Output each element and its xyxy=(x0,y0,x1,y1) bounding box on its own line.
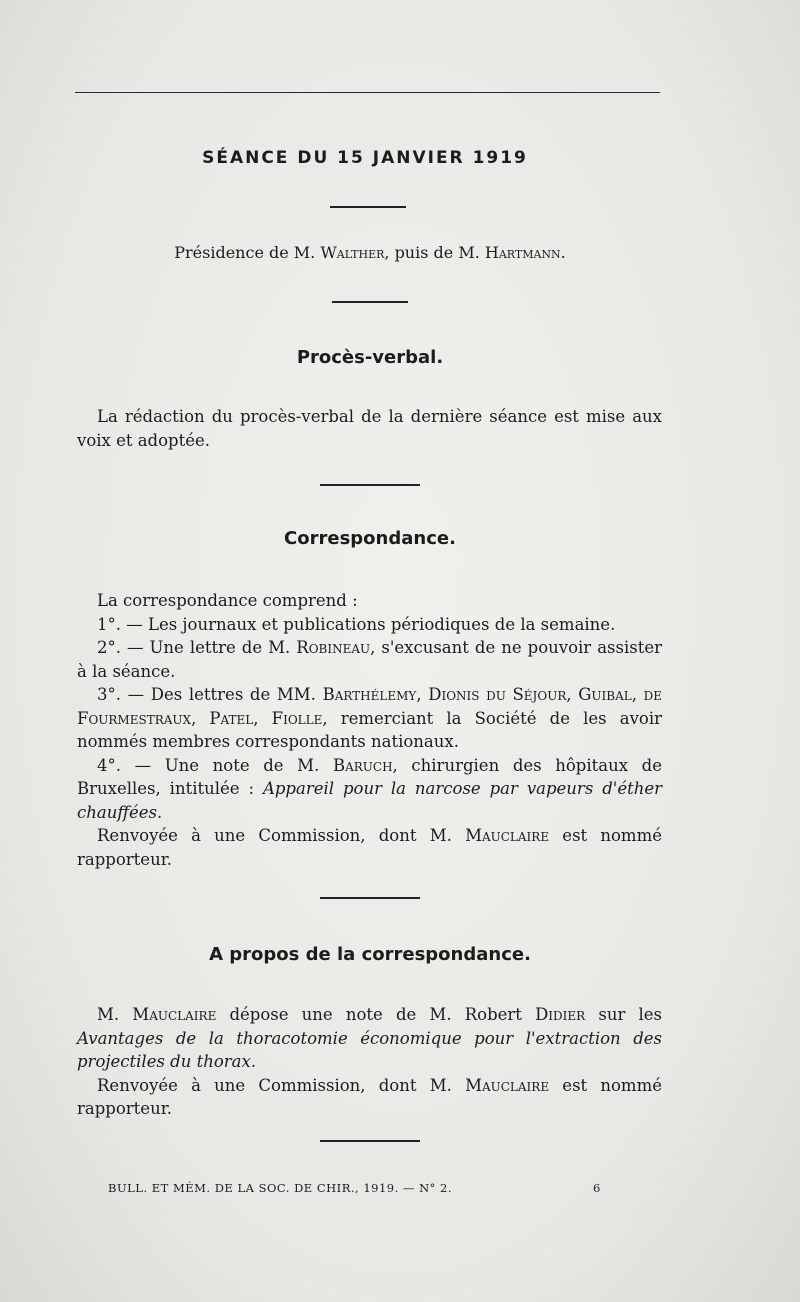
item-suffix: , s'excusant de ne pouvoir assister à la séance. xyxy=(77,638,662,681)
item-prefix: 4°. — Une note de M. xyxy=(97,755,333,775)
footer-citation: BULL. ET MÉM. DE LA SOC. DE CHIR., 1919. — N° 2. xyxy=(108,1181,453,1195)
section-heading-correspondance: Correspondance. xyxy=(284,528,456,549)
paragraph: La rédaction du procès-verbal de la dernière séance est mise aux voix et adoptée. xyxy=(77,407,662,450)
person-name: Mauclaire xyxy=(465,1075,550,1095)
correspondance-text xyxy=(77,589,662,871)
p-middle: sur les xyxy=(585,1005,662,1024)
item-suffix: , remerciant la Société de les avoir nommés membres correspondants nationaux. xyxy=(77,708,662,751)
footer xyxy=(108,1181,608,1195)
renvoi-prefix: Renvoyée à une Commission, dont M. xyxy=(97,826,466,845)
divider xyxy=(320,897,420,899)
top-rule xyxy=(75,92,660,93)
person-name: Didier xyxy=(535,1005,586,1024)
renvoi-suffix: est nommé rapporteur. xyxy=(77,1075,662,1118)
presidence-middle: , puis de M. xyxy=(384,243,485,262)
person-name: Mauclaire xyxy=(132,1005,217,1024)
divider xyxy=(332,301,408,303)
p-prefix: M. xyxy=(97,1005,133,1024)
paragraph xyxy=(77,1074,662,1121)
person-name: Baruch xyxy=(332,755,393,775)
list-item xyxy=(77,683,662,754)
renvoi-suffix: est nommé rapporteur. xyxy=(77,826,662,869)
person-name: Robineau xyxy=(296,638,371,657)
paragraph xyxy=(77,1003,662,1074)
item-prefix: 2°. — Une lettre de M. xyxy=(97,638,297,657)
divider xyxy=(330,206,406,208)
note-title: Avantages de la thoracotomie économique pour l'extraction des projectiles du thorax xyxy=(77,1028,662,1071)
presidence-prefix: Présidence de M. xyxy=(174,243,321,262)
presidence-line xyxy=(0,243,740,262)
page-number: 6 xyxy=(593,1181,601,1195)
item-prefix: 3°. — Des lettres de MM. xyxy=(97,685,323,704)
item-suffix: . xyxy=(157,802,163,822)
presidence-suffix: . xyxy=(560,243,566,262)
divider xyxy=(320,1140,420,1142)
section-heading-proces-verbal: Procès-verbal. xyxy=(296,347,444,368)
paragraph xyxy=(77,824,662,871)
person-names: Barthélemy, Dionis du Séjour, Guibal, de Fourmestraux, Patel, Fiolle xyxy=(77,685,662,728)
a-propos-text xyxy=(77,1003,662,1121)
list-item: 1°. — Les journaux et publications périodiques de la semaine. xyxy=(97,614,616,634)
section-heading-a-propos: A propos de la correspondance. xyxy=(209,944,531,965)
person-name: Mauclaire xyxy=(465,826,550,845)
list-item xyxy=(77,754,662,825)
list-item xyxy=(77,636,662,683)
president-name: Walther xyxy=(320,243,385,262)
divider xyxy=(320,484,420,486)
item-middle: , chirurgien des hôpitaux de Bruxelles, intitulée : xyxy=(77,755,662,798)
p-middle: dépose une note de M. Robert xyxy=(216,1005,536,1024)
seance-title: SÉANCE DU 15 JANVIER 1919 xyxy=(202,148,528,168)
proces-verbal-text xyxy=(77,405,662,452)
president-name: Hartmann xyxy=(484,243,561,262)
paragraph: La correspondance comprend : xyxy=(97,591,358,610)
renvoi-prefix: Renvoyée à une Commission, dont M. xyxy=(97,1075,466,1095)
p-suffix: . xyxy=(250,1052,257,1071)
note-title: Appareil pour la narcose par vapeurs d'éther chauffées xyxy=(77,779,662,822)
